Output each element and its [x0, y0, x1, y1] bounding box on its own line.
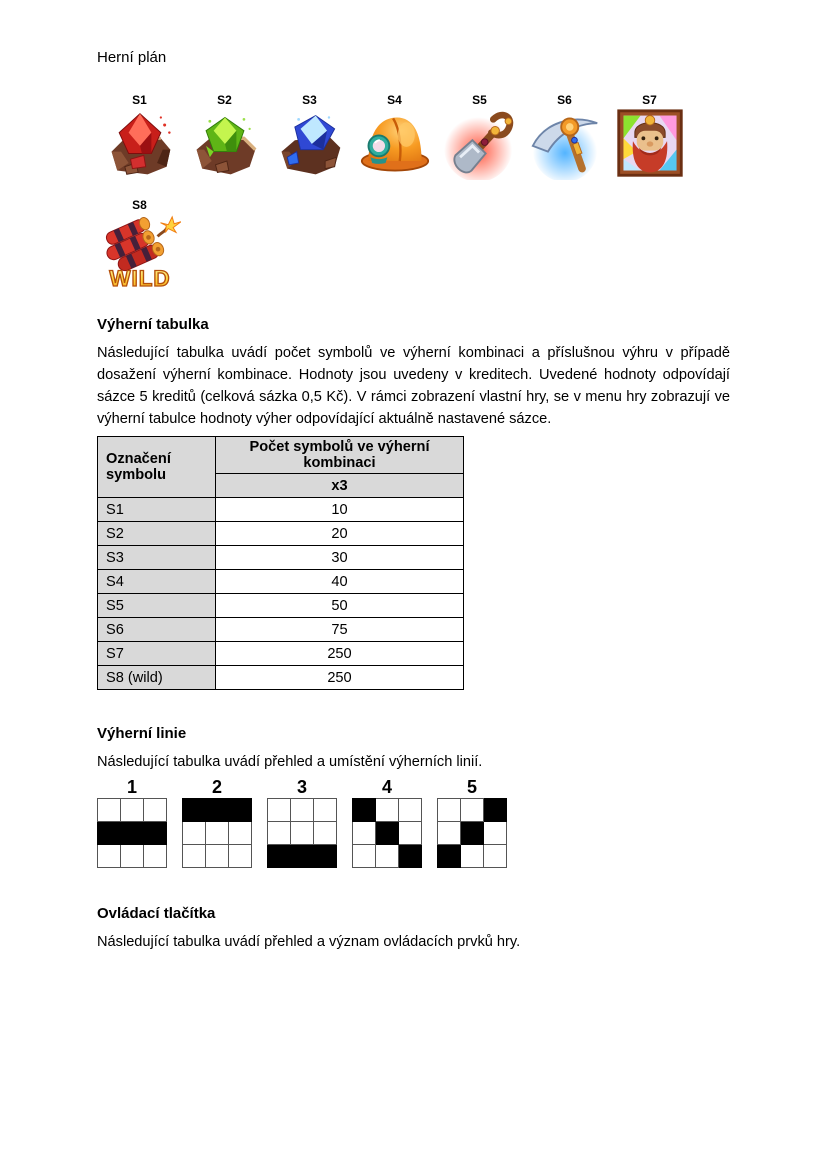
win-line-grid-row — [98, 822, 167, 845]
symbol-s8 — [97, 198, 182, 291]
win-line-grid — [437, 798, 507, 868]
win-line-cell-filled — [121, 822, 144, 845]
win-line-grid-row — [268, 822, 337, 845]
winlines-paragraph: Následující tabulka uvádí přehled a umístění výherních linií. — [97, 754, 483, 770]
win-line-cell-filled — [98, 822, 121, 845]
win-line-cell — [399, 822, 422, 845]
paytable-row — [98, 594, 464, 618]
win-line-cell-filled — [438, 845, 461, 868]
paytable-symbol-cell: S6 — [98, 618, 216, 642]
symbol-s7-label: S7 — [642, 93, 657, 107]
controls-heading: Ovládací tlačítka — [97, 905, 216, 922]
symbols-row — [97, 93, 730, 180]
win-line-block — [182, 776, 252, 868]
pickaxe-icon — [527, 108, 603, 180]
win-line-cell — [461, 799, 484, 822]
paytable-symbol-cell: S7 — [98, 642, 216, 666]
win-line-cell — [268, 799, 291, 822]
win-line-block — [437, 776, 507, 868]
win-line-cell — [206, 822, 229, 845]
win-line-grid-row — [268, 845, 337, 868]
symbol-s6 — [522, 93, 607, 180]
win-line-cell — [144, 845, 167, 868]
paytable-value-cell: 20 — [216, 522, 464, 546]
win-line-grid-row — [438, 799, 507, 822]
paytable-col2-subheader: x3 — [216, 474, 464, 498]
win-line-cell-filled — [399, 845, 422, 868]
win-line-cell-filled — [268, 845, 291, 868]
paytable-value-cell: 30 — [216, 546, 464, 570]
win-line-cell-filled — [206, 799, 229, 822]
win-line-block — [97, 776, 167, 868]
red-gem-icon — [102, 108, 178, 180]
win-line-cell — [484, 845, 507, 868]
paytable-row — [98, 498, 464, 522]
paytable-symbol-cell: S5 — [98, 594, 216, 618]
win-line-cell-filled — [291, 845, 314, 868]
win-line-cell — [353, 822, 376, 845]
paytable-row — [98, 570, 464, 594]
paytable-col2-header: Počet symbolů ve výherní kombinaci — [216, 437, 464, 474]
win-line-cell — [268, 822, 291, 845]
win-line-cell — [98, 799, 121, 822]
paytable-symbol-cell: S1 — [98, 498, 216, 522]
win-line-grid-row — [438, 822, 507, 845]
controls-paragraph: Následující tabulka uvádí přehled a význam ovládacích prvků hry. — [97, 934, 521, 950]
win-line-grid-row — [98, 845, 167, 868]
win-line-block — [352, 776, 422, 868]
win-line-number: 2 — [211, 777, 222, 797]
paytable-symbol-cell: S8 (wild) — [98, 666, 216, 690]
symbol-s8-label: S8 — [132, 198, 147, 212]
symbol-s1 — [97, 93, 182, 180]
paytable-body — [98, 498, 464, 690]
blue-gem-icon — [272, 108, 348, 180]
paytable-header-row-1 — [98, 437, 464, 474]
wild-symbol-row — [97, 198, 730, 291]
paytable-row — [98, 618, 464, 642]
win-line-grid-row — [353, 845, 422, 868]
symbol-s6-label: S6 — [557, 93, 572, 107]
win-line-grid-row — [438, 845, 507, 868]
win-line-number: 4 — [381, 777, 392, 797]
dynamite-wild-icon — [99, 213, 181, 291]
win-lines-row — [97, 776, 730, 868]
win-line-cell — [121, 845, 144, 868]
paytable-symbol-cell: S2 — [98, 522, 216, 546]
win-line-cell-filled — [376, 822, 399, 845]
win-line-cell — [98, 845, 121, 868]
paytable-row — [98, 642, 464, 666]
paytable-symbol-cell: S4 — [98, 570, 216, 594]
win-line-cell — [314, 799, 337, 822]
symbol-s2-label: S2 — [217, 93, 232, 107]
win-line-cell — [229, 822, 252, 845]
win-line-cell — [438, 799, 461, 822]
win-line-cell — [438, 822, 461, 845]
paytable — [97, 436, 464, 690]
win-line-grid-row — [98, 799, 167, 822]
win-line-cell — [484, 822, 507, 845]
symbol-s1-label: S1 — [132, 93, 147, 107]
win-line-grid-row — [183, 845, 252, 868]
win-line-grid-row — [183, 822, 252, 845]
win-line-cell-filled — [229, 799, 252, 822]
paytable-row — [98, 666, 464, 690]
win-line-cell — [291, 799, 314, 822]
win-line-cell-filled — [183, 799, 206, 822]
win-line-grid-row — [353, 822, 422, 845]
paytable-symbol-cell: S3 — [98, 546, 216, 570]
win-line-cell — [461, 845, 484, 868]
win-line-cell-filled — [144, 822, 167, 845]
symbol-s5-label: S5 — [472, 93, 487, 107]
paytable-col1-header: Označení symbolu — [98, 437, 216, 498]
symbol-s7 — [607, 93, 692, 180]
win-line-cell-filled — [484, 799, 507, 822]
paytable-value-cell: 50 — [216, 594, 464, 618]
symbol-s3-label: S3 — [302, 93, 317, 107]
win-line-cell — [183, 822, 206, 845]
win-line-grid — [97, 798, 167, 868]
win-line-cell — [121, 799, 144, 822]
green-gem-icon — [187, 108, 263, 180]
win-line-cell — [206, 845, 229, 868]
win-line-number: 5 — [466, 777, 477, 797]
win-line-number: 3 — [296, 777, 307, 797]
win-line-block — [267, 776, 337, 868]
paytable-paragraph: Následující tabulka uvádí počet symbolů ve výherní kombinaci a příslušnou výhru v případě dosažení výherní kombinace. Hodnoty jsou uvedeny v kreditech. Uvedené hodnoty odpovídají sázce 5 kreditů (celková sázka 0,5 Kč). V rámci zobrazení vlastní hry, se v menu hry zobrazují ve výherní tabulce hodnoty výher odpovídající aktuálně nastavené sázce. — [97, 345, 730, 427]
win-line-grid — [182, 798, 252, 868]
symbol-s4-label: S4 — [387, 93, 402, 107]
win-line-cell-filled — [314, 845, 337, 868]
win-line-cell — [183, 845, 206, 868]
win-line-grid-row — [353, 799, 422, 822]
symbol-s2 — [182, 93, 267, 180]
svg-text:WILD: WILD — [108, 266, 171, 291]
win-line-cell — [314, 822, 337, 845]
shovel-icon — [442, 108, 518, 180]
symbol-s5 — [437, 93, 522, 180]
win-line-cell — [229, 845, 252, 868]
paytable-value-cell: 250 — [216, 642, 464, 666]
miner-character-icon — [612, 108, 688, 180]
winlines-heading: Výherní linie — [97, 725, 187, 742]
paytable-value-cell: 10 — [216, 498, 464, 522]
symbol-s3 — [267, 93, 352, 180]
win-line-cell — [291, 822, 314, 845]
win-line-number: 1 — [126, 777, 137, 797]
win-line-grid-row — [183, 799, 252, 822]
win-line-cell-filled — [461, 822, 484, 845]
win-line-grid — [352, 798, 422, 868]
paytable-value-cell: 75 — [216, 618, 464, 642]
win-line-cell — [353, 845, 376, 868]
win-line-cell — [399, 799, 422, 822]
win-line-grid — [267, 798, 337, 868]
win-line-cell — [144, 799, 167, 822]
win-line-cell — [376, 799, 399, 822]
symbol-s4 — [352, 93, 437, 180]
page-title: Herní plán — [97, 49, 167, 66]
paytable-value-cell: 40 — [216, 570, 464, 594]
paytable-value-cell: 250 — [216, 666, 464, 690]
paytable-row — [98, 546, 464, 570]
paytable-row — [98, 522, 464, 546]
win-line-cell-filled — [353, 799, 376, 822]
win-line-grid-row — [268, 799, 337, 822]
win-line-cell — [376, 845, 399, 868]
mining-helmet-icon — [357, 108, 433, 180]
paytable-heading: Výherní tabulka — [97, 316, 209, 333]
